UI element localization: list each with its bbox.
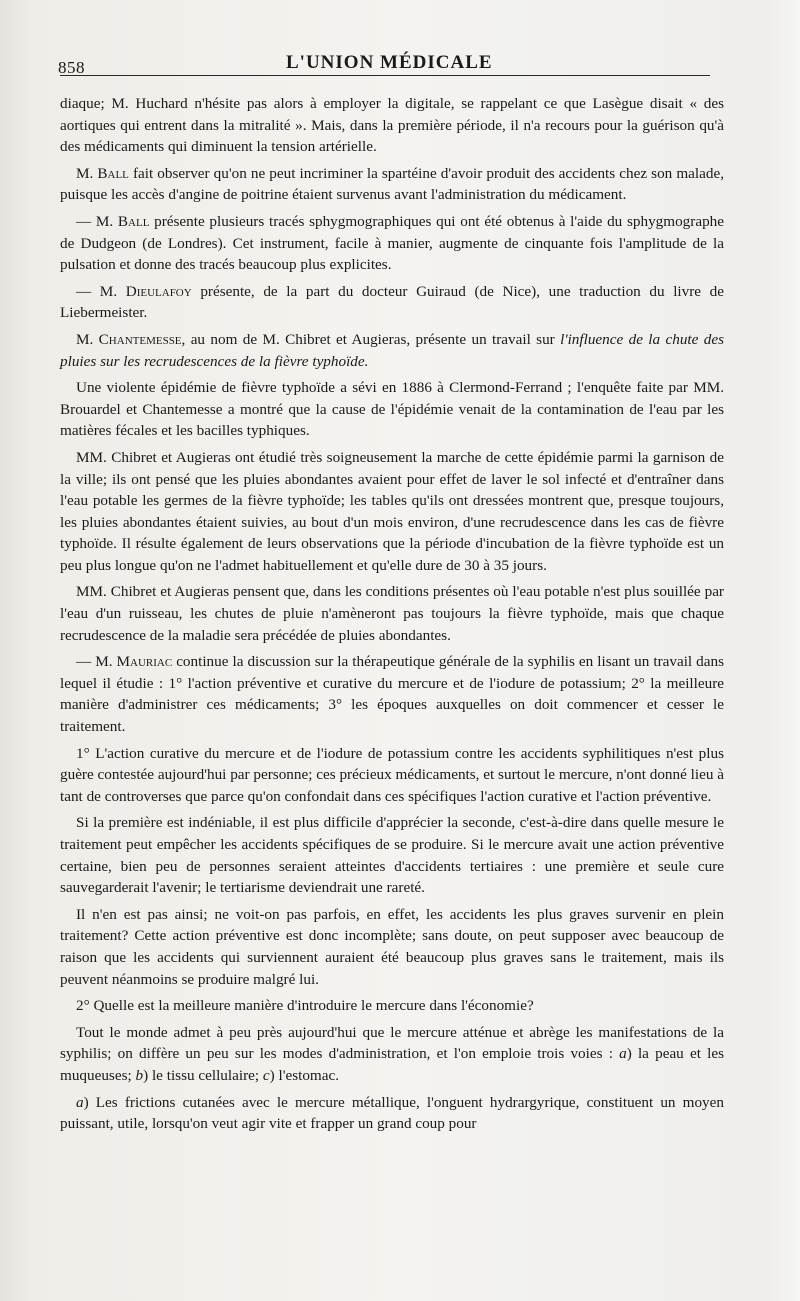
text-run: Si la première est indéniable, il est plus difficile d'apprécier la seconde, c'est-à-dire dans quelle mesure le traitement peut empêcher les accidents spécifiques de se produire. Si le mercure avait une action préventive certaine, bien peu de personnes seraient atteintes d'accidents tertiaires : une première et seule cure sauvegarderait l'avenir; le tertiarisme deviendrait une rareté. [60,814,724,897]
text-run: MM. Chibret et Augieras ont étudié très soigneusement la marche de cette épidémie parmi la garnison de la ville; ils ont pensé que les pluies abondantes avaient pour effet de laver le sol infecté et d'entraîner dans l'eau potable les germes de la fièvre typhoïde; les tables qu'ils ont dressées montrent que, presque toujours, les pluies abondantes étaient suivies, au bout d'un mois environ, d'une recrudescence dans les cas de fièvre typhoïde. Il résulte également de leurs observations que la période d'incubation de la fièvre typhoïde est un peu plus longue qu'on ne l'admet habituellement et qu'elle dure de 30 à 35 jours. [60,448,724,574]
running-title: L'UNION MÉDICALE [286,52,493,73]
text-run: présente plusieurs tracés sphygmographiques qui ont été obtenus à l'aide du sphygmographe de Dudgeon (de Londres). Cet instrument, facile à manier, augmente de cinquante fois l'amplitude de la pulsation et donne des tracés beaucoup plus explicites. [60,212,724,274]
text-run: — M. [76,653,117,671]
text-run: c [262,1066,270,1084]
paragraph-p11 [60,812,724,898]
paragraph-p5 [60,329,724,372]
text-run: — M. [76,212,118,230]
text-run: ) l'estomac. [269,1066,340,1084]
page-header [58,50,708,78]
paragraph-p3 [60,211,724,276]
text-run: b [135,1066,144,1084]
text-run: ) Les frictions cutanées avec le mercure métallique, l'onguent hydrargyrique, constituent un moyen puissant, utile, lorsqu'on veut agir vite et frapper un grand coup pour [60,1093,724,1133]
paragraph-p1 [60,93,724,158]
paragraph-p14 [60,1022,724,1087]
page-number: 858 [58,58,85,77]
text-run: a [76,1093,84,1111]
text-run: Dieulafoy [125,282,192,300]
paragraph-p7 [60,447,724,577]
text-run: Ball [117,212,150,230]
text-run: continue la discussion sur la thérapeutique générale de la syphilis en lisant un travail dans lequel il étudie : 1° l'action préventive et curative du mercure et de l'iodure de potassium; 2° la meilleure manière d'administrer ces médicaments; 3° les époques auxquelles on doit commencer et cesser le traitement. [60,653,724,736]
paragraph-p13 [60,995,724,1017]
paragraph-p12 [60,904,724,990]
text-run: ) le tissu cellulaire; [143,1066,263,1084]
text-run: diaque; M. Huchard n'hésite pas alors à employer la digitale, se rappelant ce que Lasègue disait « des aortiques qui entrent dans la mitralité ». Mais, dans la première période, il n'a recours pour la guérison qu'à des médicaments qui diminuent la tension artérielle. [60,95,724,156]
text-run: a [619,1045,627,1063]
text-run: Une violente épidémie de fièvre typhoïde a sévi en 1886 à Clermond-Ferrand ; l'enquête faite par MM. Brouardel et Chantemesse a montré que la cause de l'épidémie venait de la contamination de l'eau par les matières fécales et les bacilles typhiques. [60,379,724,440]
text-run: MM. Chibret et Augieras pensent que, dans les conditions présentes où l'eau potable n'est plus souillée par l'eau d'un ruisseau, les chutes de pluie n'amèneront pas toujours la fièvre typhoïde, mais que chaque recrudescence de la maladie sera précédée de pluies abondantes. [60,583,724,644]
paragraph-p6 [60,377,724,442]
text-run: Mauriac [116,653,173,671]
text-run: — M. [76,282,126,300]
text-run: Ball [97,164,129,182]
text-run: M. [76,164,98,182]
header-rule [60,75,710,76]
text-run: Chantemesse [98,330,182,348]
text-run: ) la peau et les muqueuses; [60,1045,724,1084]
paragraph-p4 [60,281,724,324]
body-text [60,93,724,1140]
text-run: Il n'en est pas ainsi; ne voit-on pas parfois, en effet, les accidents les plus graves survenir en plein traitement? Cette action préventive est donc incomplète; sans doute, on peut supposer avec beaucoup de raison que les accidents qui surviennent auraient été beaucoup plus graves sans le traitement, mais ils peuvent néanmoins se produire malgré lui. [60,905,724,988]
paragraph-p9 [60,651,724,737]
text-run: 2° Quelle est la meilleure manière d'introduire le mercure dans l'économie? [76,997,534,1015]
paragraph-p2 [60,163,724,206]
text-run: M. [76,330,99,348]
text-run: présente, de la part du docteur Guiraud (de Nice), une traduction du livre de Liebermeister. [60,282,724,322]
text-run: , au nom de M. Chibret et Augieras, présente un travail sur [181,330,561,348]
text-run: l'influence de la chute des pluies sur les recrudescences de la fièvre typhoïde. [60,330,724,370]
paragraph-p8 [60,581,724,646]
paragraph-p10 [60,743,724,808]
text-run: fait observer qu'on ne peut incriminer la spartéine d'avoir produit des accidents chez son malade, puisque les accès d'angine de poitrine étaient survenus avant l'administration du médicament. [60,164,724,204]
text-run: 1° L'action curative du mercure et de l'iodure de potassium contre les accidents syphilitiques n'est plus guère contestée aujourd'hui par personne; ces précieux médicaments, et surtout le mercure, n'ont donné lieu à tant de controverses que parce qu'on confondait dans ces spécifiques l'action curative et l'action préventive. [60,744,724,805]
paragraph-p15 [60,1092,724,1135]
text-run: Tout le monde admet à peu près aujourd'hui que le mercure atténue et abrège les manifestations de la syphilis; on diffère un peu sur les modes d'administration, et l'on emploie trois voies : [60,1023,724,1063]
